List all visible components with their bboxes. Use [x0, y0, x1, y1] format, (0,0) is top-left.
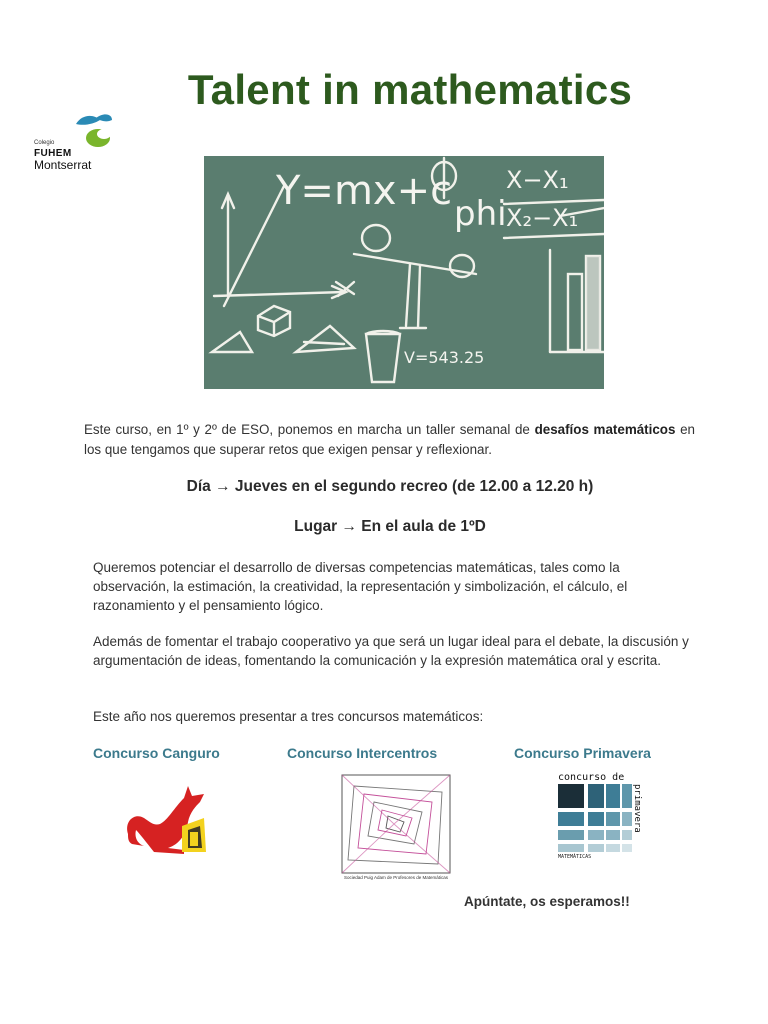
contest-primavera-title: Concurso Primavera: [514, 745, 651, 761]
logo-school: Montserrat: [34, 158, 92, 172]
schedule-place: Lugar → En el aula de 1ºD: [294, 518, 486, 535]
intro-text-2: en los que tengamos que superar retos que exigen pensar y reflexionar.: [84, 422, 696, 457]
schedule-day: Día → Jueves en el segundo recreo (de 12.00 a 12.20 h): [186, 478, 594, 495]
intro-bold: desafíos matemáticos: [534, 422, 676, 437]
intro-paragraph: [84, 420, 695, 460]
fraction-top: X−X₁: [506, 166, 569, 194]
paragraph-concursos: Este año nos queremos presentar a tres concursos matemáticos:: [93, 709, 484, 724]
paragraph-cooperativo: Además de fomentar el trabajo cooperativo ya que será un lugar ideal para el debate, la discusión y argumentación de ideas, fomentando la comunicación y la expresión matemática oral y escrita.: [93, 634, 689, 668]
page-title: Talent in mathematics: [187, 66, 633, 113]
paragraph-competencias: Queremos potenciar el desarrollo de diversas competencias matemáticas, tales como la observación, la estimación, la creatividad, la representación y simbolización, el cálculo, el razonamiento y el pensamiento lógico.: [93, 560, 628, 613]
intro-text-1: Este curso, en 1º y 2º de ESO, ponemos en marcha un taller semanal de: [84, 422, 535, 437]
logo-colegio: Colegio: [34, 140, 55, 146]
primavera-logo-side: primavera: [632, 784, 642, 833]
logo-brand: FUHEM: [34, 148, 72, 159]
phi-label: phi: [454, 194, 507, 234]
contest-canguro-title: Concurso Canguro: [93, 745, 220, 761]
primavera-logo-bottom: MATEMÁTICAS: [558, 854, 592, 860]
line-equation: Y=mx+c: [276, 168, 453, 214]
volume-label: V=543.25: [404, 348, 485, 367]
fuhem-leaf-icon: [74, 112, 116, 148]
school-logo: [34, 112, 124, 174]
contest-intercentros-title: Concurso Intercentros: [287, 745, 438, 761]
kangaroo-icon: [124, 782, 214, 859]
signoff-text: Apúntate, os esperamos!!: [464, 894, 630, 909]
primavera-logo-top: concurso de: [558, 772, 625, 783]
fraction-bottom: X₂−X₁: [506, 204, 579, 232]
spiral-squares-icon: [334, 772, 458, 887]
intercentros-caption: Sociedad Puig Adam de Profesores de Matemáticas: [343, 875, 449, 880]
chalkboard-image: [204, 156, 604, 389]
